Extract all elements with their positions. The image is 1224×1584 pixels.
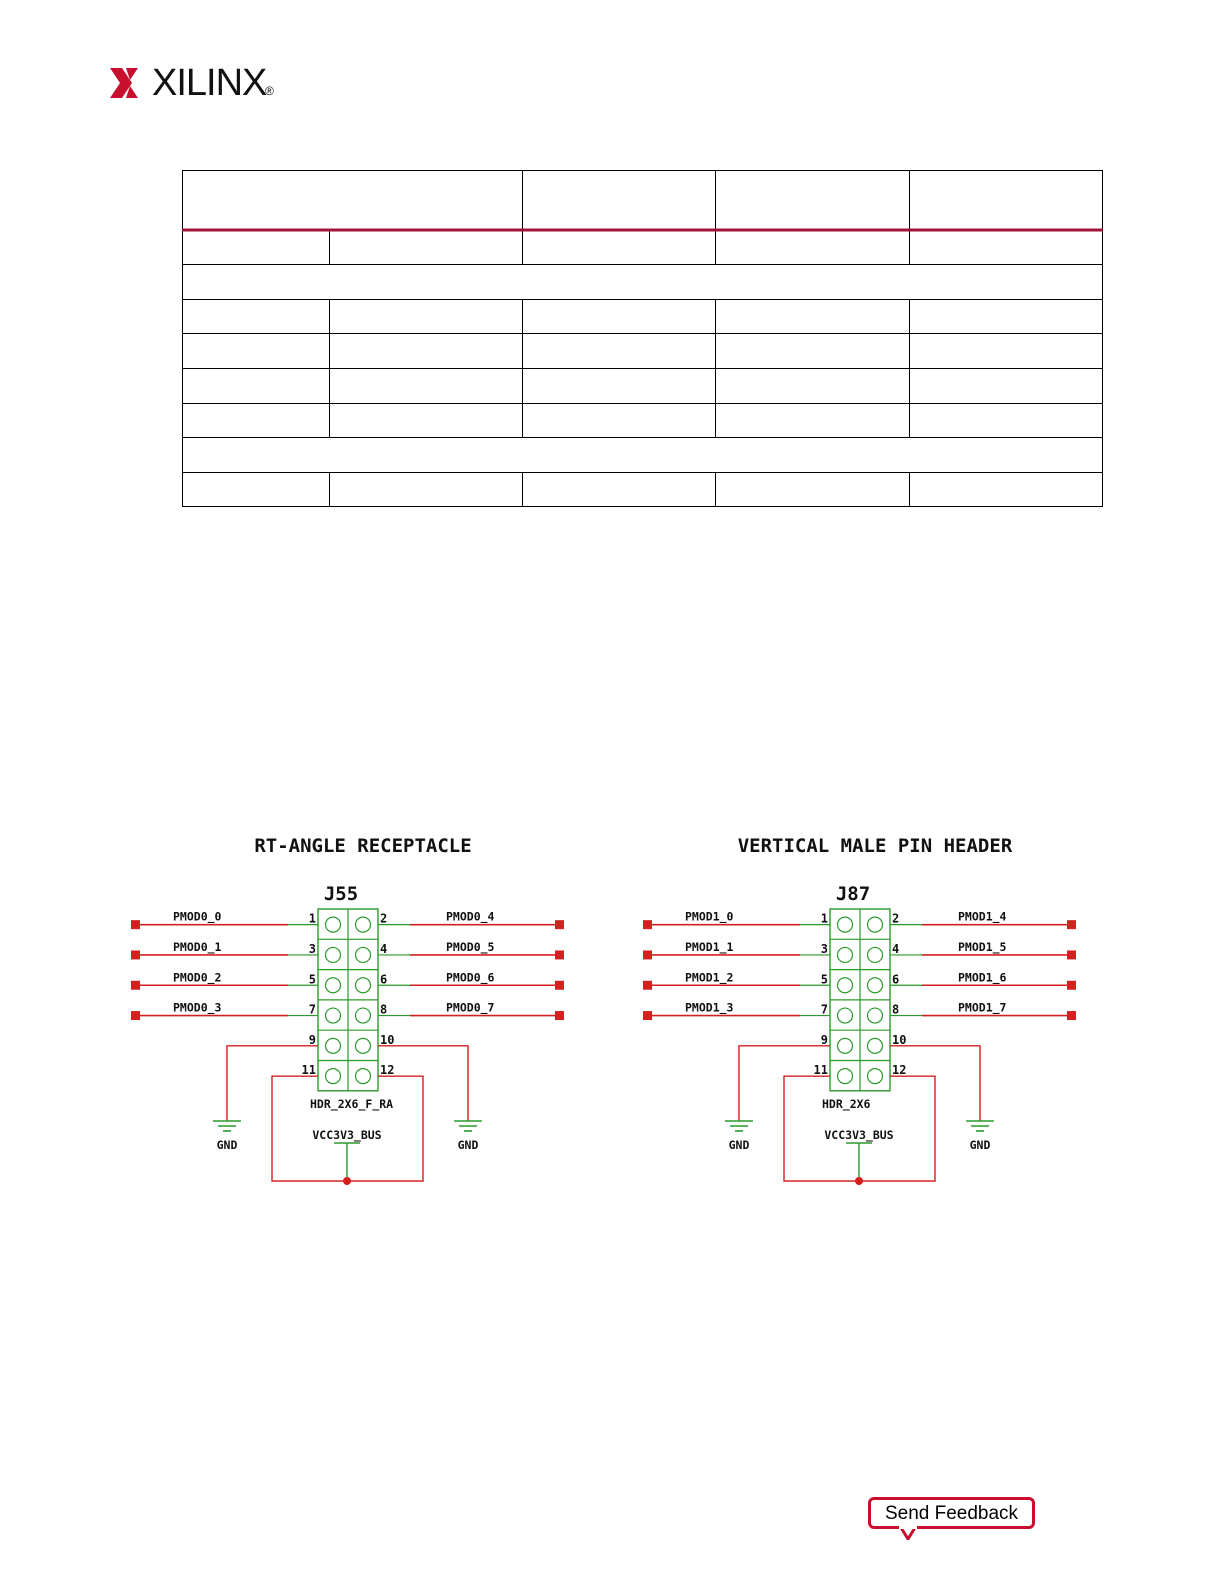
feedback-tail-icon bbox=[898, 1526, 918, 1540]
j87-pin-hole bbox=[868, 1008, 883, 1023]
j87-port-marker bbox=[643, 981, 652, 990]
j55-net-label: PMOD0_6 bbox=[446, 970, 495, 985]
j55-gnd-label: GND bbox=[457, 1138, 479, 1152]
j87-pin-number: 9 bbox=[820, 1032, 828, 1047]
j87-net-label: PMOD1_6 bbox=[958, 970, 1007, 985]
j87-port-marker bbox=[643, 950, 652, 959]
j87-pin-number: 8 bbox=[892, 1002, 900, 1017]
j55-pin-hole bbox=[326, 947, 341, 962]
j87-net-label: PMOD1_3 bbox=[685, 1000, 734, 1015]
j55-pin-number: 6 bbox=[380, 972, 388, 987]
j55-gnd-label: GND bbox=[216, 1138, 238, 1152]
j87-net-label: PMOD1_4 bbox=[958, 909, 1007, 924]
j55-pin-number: 7 bbox=[308, 1002, 316, 1017]
j55-pin-hole bbox=[326, 978, 341, 993]
j55-pin-hole bbox=[326, 1008, 341, 1023]
j87-port-marker bbox=[643, 1011, 652, 1020]
j55-port-marker bbox=[131, 1011, 140, 1020]
j55-junction-dot bbox=[343, 1177, 351, 1185]
j55-net-label: PMOD0_4 bbox=[446, 909, 495, 924]
j55-net-label: PMOD0_2 bbox=[173, 970, 222, 985]
j55-pin-number: 8 bbox=[380, 1002, 388, 1017]
send-feedback-button[interactable]: Send Feedback bbox=[868, 1497, 1035, 1529]
j87-pin-number: 11 bbox=[813, 1063, 828, 1078]
j87-part-label: HDR_2X6 bbox=[822, 1096, 871, 1111]
brand-name: XILINX bbox=[152, 62, 267, 104]
j55-pin-number: 1 bbox=[308, 911, 316, 926]
j55-pin-number: 12 bbox=[380, 1063, 395, 1078]
j55-port-marker bbox=[131, 950, 140, 959]
j55-pin-hole bbox=[356, 947, 371, 962]
j87-pin-number: 4 bbox=[892, 941, 900, 956]
j87-pin-number: 2 bbox=[892, 911, 900, 926]
j87-pin-hole bbox=[868, 917, 883, 932]
j87-port-marker bbox=[1067, 950, 1076, 959]
j87-pin-number: 1 bbox=[820, 911, 828, 926]
j55-net-label: PMOD0_5 bbox=[446, 939, 495, 954]
j55-pin-hole bbox=[356, 1008, 371, 1023]
j55-pin-hole bbox=[326, 1069, 341, 1084]
xilinx-mark-icon bbox=[108, 64, 148, 102]
j87-net-label: PMOD1_7 bbox=[958, 1000, 1007, 1015]
j87-port-marker bbox=[1067, 1011, 1076, 1020]
j87-port-marker bbox=[1067, 981, 1076, 990]
j55-net-label: PMOD0_1 bbox=[173, 939, 222, 954]
j55-pin-hole bbox=[326, 1038, 341, 1053]
j55-ref: J55 bbox=[323, 883, 359, 905]
j55-pin-number: 4 bbox=[380, 941, 388, 956]
j87-power-label: VCC3V3_BUS bbox=[824, 1128, 894, 1142]
j87-pin-hole bbox=[838, 1038, 853, 1053]
xilinx-logo bbox=[108, 64, 278, 102]
j87-pin-hole bbox=[868, 1069, 883, 1084]
j87-pin-number: 10 bbox=[892, 1032, 907, 1047]
j87-pin-number: 3 bbox=[820, 941, 828, 956]
j55-port-marker bbox=[131, 920, 140, 929]
j87-pin-number: 6 bbox=[892, 972, 900, 987]
j55-port-marker bbox=[131, 981, 140, 990]
j55-port-marker bbox=[555, 920, 564, 929]
j87-pin-number: 12 bbox=[892, 1063, 907, 1078]
j87-pin-hole bbox=[838, 1069, 853, 1084]
j55-title: RT-ANGLE RECEPTACLE bbox=[254, 835, 472, 857]
j87-ground-right-icon bbox=[966, 1121, 994, 1131]
j87-net-label: PMOD1_5 bbox=[958, 939, 1007, 954]
j87-gnd-label: GND bbox=[969, 1138, 991, 1152]
j55-pin-number: 10 bbox=[380, 1032, 395, 1047]
j87-junction-dot bbox=[855, 1177, 863, 1185]
j55-schematic bbox=[131, 835, 564, 1185]
j87-pin-hole bbox=[868, 947, 883, 962]
j55-pin-number: 9 bbox=[308, 1032, 316, 1047]
j87-ref: J87 bbox=[835, 883, 871, 905]
j55-port-marker bbox=[555, 950, 564, 959]
j87-pin-hole bbox=[838, 917, 853, 932]
j55-pin-hole bbox=[326, 917, 341, 932]
j55-port-marker bbox=[555, 981, 564, 990]
j55-pin-hole bbox=[356, 1038, 371, 1053]
j55-ground-right-icon bbox=[454, 1121, 482, 1131]
j55-net-label: PMOD0_3 bbox=[173, 1000, 222, 1015]
j87-title: VERTICAL MALE PIN HEADER bbox=[737, 835, 1013, 857]
j87-net-label: PMOD1_0 bbox=[685, 909, 734, 924]
j87-port-marker bbox=[643, 920, 652, 929]
j55-port-marker bbox=[555, 1011, 564, 1020]
j87-pin-hole bbox=[838, 947, 853, 962]
j87-net-label: PMOD1_2 bbox=[685, 970, 734, 985]
j55-pin-hole bbox=[356, 978, 371, 993]
j55-pin-number: 2 bbox=[380, 911, 388, 926]
j87-pin-number: 7 bbox=[820, 1002, 828, 1017]
j55-pin-hole bbox=[356, 1069, 371, 1084]
j55-power-label: VCC3V3_BUS bbox=[312, 1128, 382, 1142]
j87-port-marker bbox=[1067, 920, 1076, 929]
j87-pin-hole bbox=[838, 1008, 853, 1023]
j87-schematic bbox=[643, 835, 1076, 1185]
data-table bbox=[182, 170, 1103, 507]
j55-ground-left-icon bbox=[213, 1121, 241, 1131]
j87-gnd-label: GND bbox=[728, 1138, 750, 1152]
j55-pin-hole bbox=[356, 917, 371, 932]
j55-pin-number: 3 bbox=[308, 941, 316, 956]
j87-pin-hole bbox=[838, 978, 853, 993]
j87-pin-hole bbox=[868, 1038, 883, 1053]
pmod-schematics bbox=[120, 820, 1100, 1205]
j87-pin-hole bbox=[868, 978, 883, 993]
j55-net-label: PMOD0_7 bbox=[446, 1000, 495, 1015]
j87-pin-number: 5 bbox=[820, 972, 828, 987]
j55-net-label: PMOD0_0 bbox=[173, 909, 222, 924]
j55-pin-number: 5 bbox=[308, 972, 316, 987]
j87-ground-left-icon bbox=[725, 1121, 753, 1131]
registered-mark: ® bbox=[265, 84, 274, 98]
j55-pin-number: 11 bbox=[301, 1063, 316, 1078]
j87-net-label: PMOD1_1 bbox=[685, 939, 734, 954]
j55-part-label: HDR_2X6_F_RA bbox=[310, 1096, 394, 1111]
